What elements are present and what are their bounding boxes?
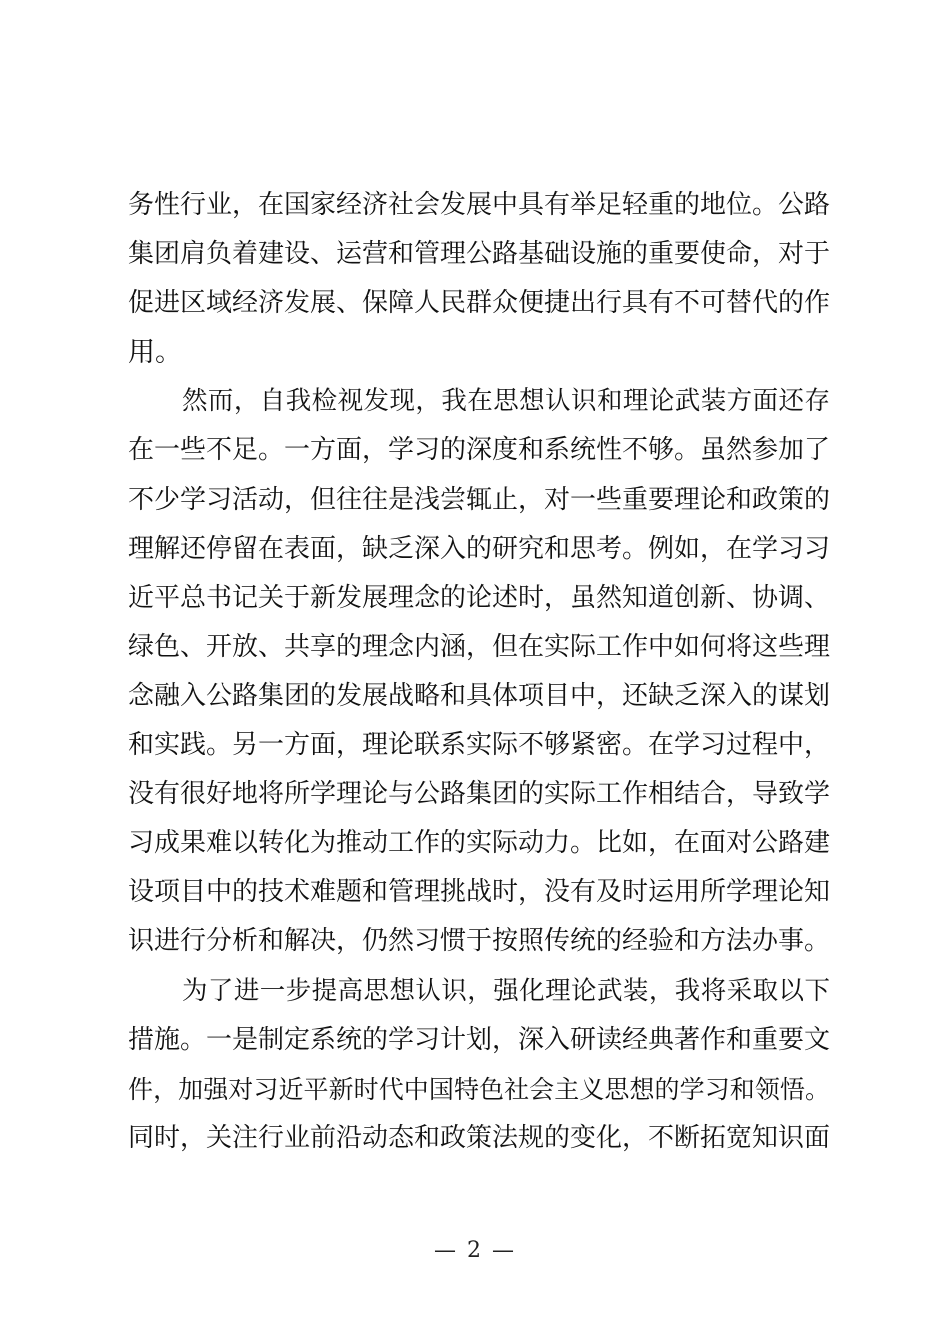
text-line: 念融入公路集团的发展战略和具体项目中，还缺乏深入的谋划 — [128, 680, 831, 711]
text-line: 集团肩负着建设、运营和管理公路基础设施的重要使命，对于 — [128, 239, 831, 270]
text-line: 不少学习活动，但往往是浅尝辄止，对一些重要理论和政策的 — [128, 484, 831, 515]
text-line: 近平总书记关于新发展理念的论述时，虽然知道创新、协调、 — [128, 582, 831, 613]
text-line: 习成果难以转化为推动工作的实际动力。比如，在面对公路建 — [128, 828, 831, 859]
text-line: 绿色、开放、共享的理念内涵，但在实际工作中如何将这些理 — [128, 631, 831, 662]
paragraph-first-line: 然而，自我检视发现，我在思想认识和理论武装方面还存 — [182, 386, 830, 417]
text-line: 在一些不足。一方面，学习的深度和系统性不够。虽然参加了 — [128, 435, 831, 466]
text-line: 理解还停留在表面，缺乏深入的研究和思考。例如，在学习习 — [128, 533, 831, 564]
text-line: 件，加强对习近平新时代中国特色社会主义思想的学习和领悟。 — [128, 1074, 830, 1104]
page-number: — 2 — — [434, 1238, 516, 1263]
text-line: 设项目中的技术难题和管理挑战时，没有及时运用所学理论知 — [128, 877, 831, 908]
text-line: 识进行分析和解决，仍然习惯于按照传统的经验和方法办事。 — [128, 926, 831, 957]
body-text — [128, 181, 830, 1163]
text-line: 用。 — [128, 337, 182, 369]
text-line: 措施。一是制定系统的学习计划，深入研读经典著作和重要文 — [128, 1024, 831, 1055]
text-line: 务性行业，在国家经济社会发展中具有举足轻重的地位。公路 — [128, 190, 831, 220]
text-line: 没有很好地将所学理论与公路集团的实际工作相结合，导致学 — [128, 779, 831, 810]
text-line: 促进区域经济发展、保障人民群众便捷出行具有不可替代的作 — [128, 288, 831, 319]
text-line: 同时，关注行业前沿动态和政策法规的变化，不断拓宽知识面 — [128, 1122, 831, 1153]
paragraph-first-line: 为了进一步提高思想认识，强化理论武装，我将采取以下 — [182, 975, 830, 1006]
text-line: 和实践。另一方面，理论联系实际不够紧密。在学习过程中， — [128, 730, 831, 761]
